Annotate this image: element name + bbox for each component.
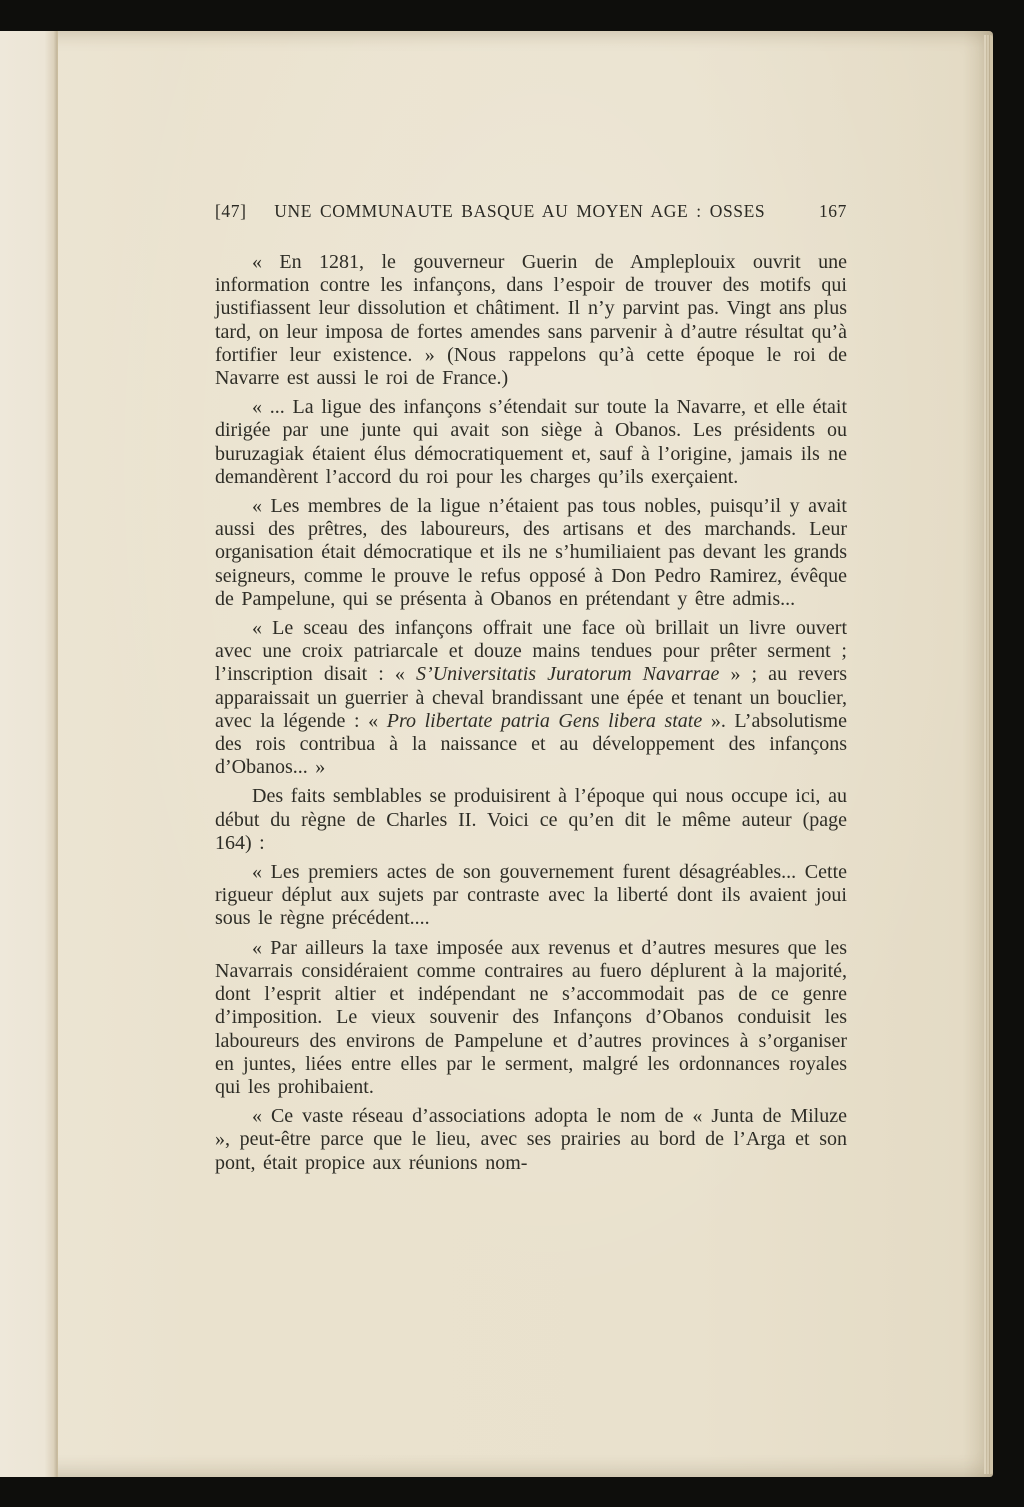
paragraph-text: « Ce vaste réseau d’associations adopta le nom de « Junta de Miluze », peut-être parce que le lieu, avec ses prairies au bord de l’Arga et son pont, était propice aux réunions nom- bbox=[215, 1105, 847, 1174]
page-text-block bbox=[215, 201, 847, 1181]
paragraph bbox=[215, 617, 847, 779]
right-page-stack-edges bbox=[984, 35, 993, 1474]
paragraph-text: « Les membres de la ligue n’étaient pas tous nobles, puisqu’il y avait aussi des prêtres, des laboureurs, des artisans et des marchands. Leur organisation était démocratique et ils ne s’humiliaient pas devant les grands seigneurs, comme le prouve le refus opposé à Don Pedro Ramirez, évêque de Pampelune, qui se présenta à Obanos en prétendant y être admis... bbox=[215, 495, 847, 610]
paragraph-text: « Par ailleurs la taxe imposée aux revenus et d’autres mesures que les Navarrais considéraient comme contraires au fuero déplurent à la majorité, dont l’esprit altier et indépendant ne s’accommodait pas de ce genre d’imposition. Le vieux souvenir des Infançons d’Obanos conduisit les laboureurs des environs de Pampelune et d’autres provinces à s’organiser en juntes, liées entre elles par le serment, malgré les ordonnances royales qui les prohibaient. bbox=[215, 936, 847, 1098]
paragraph-text: Des faits semblables se produisirent à l’époque qui nous occupe ici, au début du règne de Charles II. Voici ce qu’en dit le même auteur (page 164) : bbox=[215, 785, 847, 854]
paragraph-text: « Les premiers actes de son gouvernement furent désagréables... Cette rigueur déplut aux sujets par contraste avec la liberté dont ils avaient joui sous le règne précédent.... bbox=[215, 861, 847, 930]
paragraph bbox=[215, 1105, 847, 1175]
running-header bbox=[215, 201, 847, 222]
paragraph bbox=[215, 251, 847, 390]
paragraph bbox=[215, 861, 847, 931]
page-number: 167 bbox=[818, 201, 847, 221]
paragraph bbox=[215, 495, 847, 611]
paragraph-text: » ; au revers apparaissait un guerrier à cheval brandissant une épée et tenant un bouclier, avec la légende : « bbox=[215, 663, 848, 732]
paragraph-text: « ... La ligue des infançons s’étendait sur toute la Navarre, et elle était dirigée par une junte qui avait son siège à Obanos. Les présidents ou buruzagiak étaient élus démocratiquement et, sauf à l’origine, jamais ils ne demandèrent l’accord du roi pour les charges qu’ils exerçaient. bbox=[215, 396, 847, 488]
paragraph-text: « En 1281, le gouverneur Guerin de Ampleplouix ouvrit une information contre les infançons, dans l’espoir de trouver des motifs qui justifiassent leur dissolution et châtiment. Il n’y parvint pas. Vingt ans plus tard, on leur imposa de fortes amendes sans parvenir à d’autre résultat qu’à fortifier leur existence. » (Nous rappelons qu’à cette époque le roi de Navarre est aussi le roi de France.) bbox=[215, 251, 847, 390]
running-title: UNE COMMUNAUTE BASQUE AU MOYEN AGE : OSSES bbox=[274, 201, 766, 221]
paragraph-text: « Le sceau des infançons offrait une face où brillait un livre ouvert avec une croix patriarcale et douze mains tendues pour prêter serment ; l’inscription disait : « bbox=[215, 617, 847, 686]
paragraph bbox=[215, 785, 847, 855]
section-reference: [47] bbox=[215, 201, 247, 221]
latin-quote: S’Universitatis Juratorum Navarrae bbox=[416, 663, 720, 686]
book-page bbox=[0, 31, 993, 1477]
paragraph bbox=[215, 396, 847, 489]
text-body bbox=[215, 251, 847, 1175]
paragraph-text: ». L’absolutisme des rois contribua à la naissance et au développement des infançons d’Obanos... » bbox=[215, 709, 847, 779]
paragraph bbox=[215, 937, 847, 1099]
previous-page-edge bbox=[0, 31, 58, 1477]
latin-quote: Pro libertate patria Gens libera state bbox=[386, 709, 703, 732]
